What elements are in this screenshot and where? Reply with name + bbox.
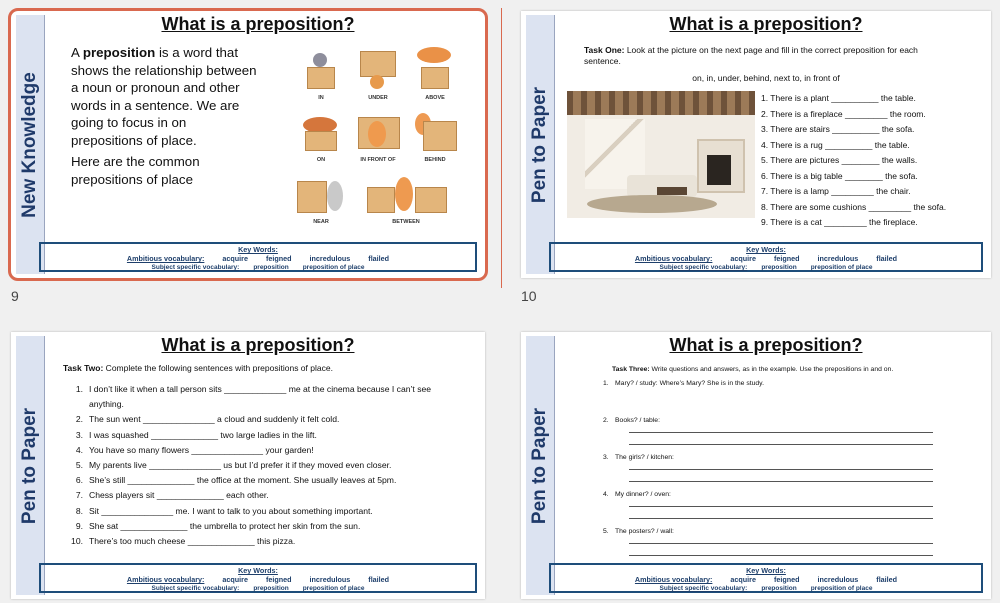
cat-label: IN FRONT OF [360, 157, 396, 163]
slide-title: What is a preposition? [161, 14, 355, 34]
cat-label: BEHIND [424, 157, 446, 163]
slide-title: What is a preposition? [161, 335, 355, 355]
item-text: Mary? / study: Where’s Mary? She is in the study. [615, 380, 764, 387]
sidebar-label: Pen to Paper [19, 407, 40, 524]
vocab-word: feigned [773, 575, 800, 584]
sidebar-banner [16, 15, 45, 274]
list-item [603, 417, 933, 454]
sidebar-banner [526, 15, 555, 274]
answer-line [629, 555, 933, 556]
item-text: You have so many flowers _______________ your garden! [89, 444, 314, 455]
item-number: 1. [603, 380, 609, 387]
vocab-word: preposition of place [302, 585, 365, 592]
vocab-word: acquire [222, 254, 248, 263]
item-text: My parents live _______________ us but I’d prefer it if they moved even closer. [89, 460, 392, 471]
cat-in-box-image [293, 45, 349, 105]
cat-above-box-image [407, 45, 463, 105]
task-instructions [63, 363, 463, 374]
cat-label: ABOVE [425, 95, 445, 101]
cat-in-front-of-box-image [350, 107, 406, 167]
item-text: There’s too much cheese ______________ this pizza. [89, 536, 296, 547]
subject-label: Subject specific vocabulary: [659, 264, 748, 271]
question-list [603, 380, 933, 565]
vocab-word: feigned [773, 254, 800, 263]
cat-label: BETWEEN [392, 219, 420, 225]
item-text: The girls? / kitchen: [615, 454, 674, 461]
vocab-word: preposition of place [810, 264, 873, 271]
item-text: Chess players sit ______________ each other. [89, 490, 269, 501]
vocab-word: acquire [730, 254, 756, 263]
item-number: 3. [75, 429, 83, 440]
sidebar-banner [16, 336, 45, 595]
list-item [603, 528, 933, 565]
item-number: 4. [75, 444, 83, 455]
bold-term: preposition [82, 45, 156, 60]
item-number: 7. [75, 490, 83, 501]
ambitious-label: Ambitious vocabulary: [634, 575, 713, 584]
item-number: 9. [75, 520, 83, 531]
sentence-list [61, 382, 461, 549]
answer-line [629, 518, 933, 519]
word-bank: on, in, under, behind, next to, in front of [692, 73, 840, 83]
vocab-word: preposition of place [302, 264, 365, 271]
sidebar-banner [526, 336, 555, 595]
vocab-word: feigned [265, 575, 292, 584]
item-number: 8. [75, 505, 83, 516]
answer-line [629, 481, 933, 482]
insertion-divider [501, 8, 502, 288]
vocab-word: preposition [253, 585, 289, 592]
item-text: Sit _______________ me. I want to talk to you about something important. [89, 505, 373, 516]
vocab-word: feigned [265, 254, 292, 263]
key-words-heading: Key Words: [746, 566, 786, 575]
list-item [61, 428, 461, 443]
vocab-word: incredulous [309, 254, 351, 263]
list-item: 2. There is a fireplace _________ the room. [761, 108, 926, 119]
ambitious-label: Ambitious vocabulary: [126, 254, 205, 263]
task-instructions [584, 45, 954, 67]
answer-line [629, 469, 933, 470]
slide-thumbnail-11[interactable] [11, 332, 485, 599]
vocab-word: flailed [368, 575, 390, 584]
list-item [61, 519, 461, 534]
slide-title: What is a preposition? [669, 14, 863, 34]
vocab-word: preposition of place [810, 585, 873, 592]
vocab-word: acquire [222, 575, 248, 584]
sidebar-label: Pen to Paper [529, 407, 550, 524]
list-item: 5. There are pictures ________ the walls. [761, 155, 918, 165]
item-number: 10. [71, 536, 83, 547]
key-words-heading: Key Words: [238, 566, 278, 575]
slide-number: 9 [11, 288, 19, 304]
ambitious-label: Ambitious vocabulary: [634, 254, 713, 263]
definition-text [71, 44, 261, 192]
cat-label: UNDER [368, 95, 388, 101]
key-words-box [39, 242, 477, 272]
item-number: 2. [603, 417, 609, 424]
cat-near-box-image [293, 169, 349, 229]
item-number: 5. [603, 528, 609, 535]
item-number: 1. [75, 384, 83, 394]
item-text: The sun went _______________ a cloud and suddenly it felt cold. [89, 414, 340, 425]
vocab-word: incredulous [309, 575, 351, 584]
task-text: Write questions and answers, as in the example. Use the prepositions in and on. [649, 366, 894, 373]
item-text: She sat ______________ the umbrella to protect her skin from the sun. [89, 520, 361, 531]
list-item [61, 382, 461, 412]
answer-line [629, 444, 933, 445]
cat-label: NEAR [313, 219, 329, 225]
key-words-box [549, 563, 983, 593]
list-item: 3. There are stairs __________ the sofa. [761, 124, 915, 134]
list-item [61, 488, 461, 503]
subject-label: Subject specific vocabulary: [151, 585, 240, 592]
list-item: 8. There are some cushions _________ the sofa. [761, 201, 947, 212]
item-text: The posters? / wall: [615, 528, 674, 535]
list-item [603, 454, 933, 491]
vocab-word: acquire [730, 575, 756, 584]
answer-line [629, 432, 933, 433]
list-item [603, 380, 933, 417]
task-instructions [612, 364, 982, 375]
task-label: Task Three: [612, 366, 650, 373]
vocab-word: preposition [761, 264, 797, 271]
key-words-heading: Key Words: [746, 245, 786, 254]
subject-label: Subject specific vocabulary: [659, 585, 748, 592]
list-item: 1. There is a plant __________ the table. [761, 93, 916, 103]
list-item [61, 534, 461, 549]
paragraph: Here are the common prepositions of place [71, 154, 200, 187]
subject-label: Subject specific vocabulary: [151, 264, 240, 271]
item-text: She’s still ______________ the office at the moment. She usually leaves at 5pm. [89, 475, 397, 486]
task-text: Look at the picture on the next page and fill in the correct preposition for each sentence. [584, 45, 918, 66]
vocab-word: preposition [761, 585, 797, 592]
item-text: I was squashed ______________ two large ladies in the lift. [89, 429, 317, 440]
answer-line [629, 506, 933, 507]
answer-line [629, 543, 933, 544]
list-item [61, 443, 461, 458]
list-item: 7. There is a lamp _________ the chair. [761, 186, 911, 196]
key-words-box [39, 563, 477, 593]
list-item [61, 412, 461, 427]
list-item: 9. There is a cat _________ the fireplace. [761, 217, 918, 227]
vocab-word: flailed [368, 254, 390, 263]
list-item [61, 504, 461, 519]
list-item [603, 491, 933, 528]
sidebar-label: Pen to Paper [529, 86, 550, 203]
task-label: Task One: [584, 45, 625, 55]
living-room-photo [567, 91, 755, 218]
item-number: 4. [603, 491, 609, 498]
cat-under-box-image [350, 45, 406, 105]
vocab-word: preposition [253, 264, 289, 271]
item-number: 3. [603, 454, 609, 461]
vocab-word: flailed [876, 254, 898, 263]
vocab-word: incredulous [817, 254, 859, 263]
item-text: My dinner? / oven: [615, 491, 671, 498]
cat-behind-box-image [407, 107, 463, 167]
cat-between-boxes-image [361, 169, 451, 229]
cat-label: IN [318, 95, 324, 101]
ambitious-label: Ambitious vocabulary: [126, 575, 205, 584]
item-text: Books? / table: [615, 417, 660, 424]
sentence-list [761, 91, 991, 231]
task-label: Task Two: [63, 363, 104, 373]
cat-label: ON [316, 157, 326, 163]
slide-thumbnail-10[interactable] [521, 11, 991, 278]
key-words-heading: Key Words: [238, 245, 278, 254]
slide-number: 10 [521, 288, 537, 304]
item-text: I don’t like it when a tall person sits _____________ me at the cinema because I can’t see anything. [89, 384, 432, 410]
cat-on-box-image [293, 107, 349, 167]
text-fragment: A [71, 45, 83, 60]
slide-thumbnail-12[interactable] [521, 332, 991, 599]
slide-thumbnail-9[interactable] [11, 11, 485, 278]
list-item [61, 458, 461, 473]
preposition-illustrations [293, 45, 463, 225]
slide-title: What is a preposition? [669, 335, 863, 355]
item-number: 2. [75, 414, 83, 425]
list-item: 4. There is a rug __________ the table. [761, 139, 910, 150]
vocab-word: incredulous [817, 575, 859, 584]
item-number: 5. [75, 460, 83, 471]
list-item [61, 473, 461, 488]
item-number: 6. [75, 475, 83, 486]
vocab-word: flailed [876, 575, 898, 584]
key-words-box [549, 242, 983, 272]
task-text: Complete the following sentences with prepositions of place. [103, 363, 333, 373]
list-item: 6. There is a big table ________ the sofa. [761, 170, 918, 181]
text-fragment: is a word that shows the relationship between a noun or pronoun and other words in a sentence. We are going to focus in on prepositions of place. [71, 45, 257, 148]
sidebar-label: New Knowledge [19, 71, 40, 218]
